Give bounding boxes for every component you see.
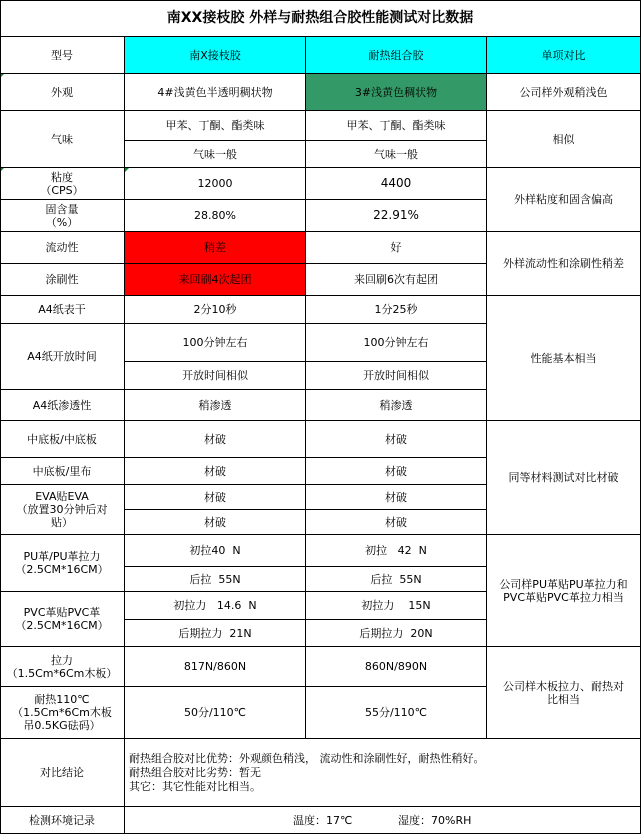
tension-b: 860N/890N (306, 647, 487, 687)
heat-label-line3: 吊0.5KG砝码） (23, 719, 101, 732)
header-sample-a: 南X接枝胶 (125, 37, 306, 74)
midsole-midsole-label: 中底板/中底板 (0, 421, 125, 458)
conclusion-label: 对比结论 (0, 739, 125, 807)
solids-label-line1: 固含量 (45, 202, 79, 216)
header-sample-b: 耐热组合胶 (306, 37, 487, 74)
odor-b1: 甲苯、丁酮、酯类味 (306, 111, 487, 141)
solids-b: 22.91% (306, 200, 487, 232)
a4-open-b1: 100分钟左右 (306, 324, 487, 362)
appearance-a: 4#浅黄色半透明稠状物 (125, 74, 306, 111)
pu-pvc-cmp-line2: PVC革贴PVC革拉力相当 (503, 590, 624, 604)
flow-brush-cmp: 外样流动性和涂刷性稍差 (487, 232, 641, 296)
tension-label (0, 647, 125, 687)
conclusion-text (125, 739, 641, 807)
pu-pvc-cmp-line1: 公司样PU革贴PU革拉力和 (499, 577, 628, 591)
eva-b1: 材破 (306, 485, 487, 510)
tension-heat-cmp-line1: 公司样木板拉力、耐热对 (503, 679, 624, 693)
solids-label-line2: （%） (45, 215, 79, 229)
conclusion-line2: 耐热组合胶对比劣势：暂无 (129, 765, 261, 779)
sheet-title: 南XX接枝胶 外样与耐热组合胶性能测试对比数据 (0, 0, 641, 37)
env-humidity: 湿度：70%RH (398, 814, 472, 827)
a4-open-a1: 100分钟左右 (125, 324, 306, 362)
odor-a2: 气味一般 (125, 141, 306, 168)
midsole-midsole-a: 材破 (125, 421, 306, 458)
pvc-label-line1: PVC革贴PVC革 (23, 606, 101, 619)
env-temperature: 温度：17℃ (293, 814, 353, 827)
viscosity-a: 12000 (125, 168, 306, 200)
eva-a1: 材破 (125, 485, 306, 510)
a4-perm-b: 稍渗透 (306, 390, 487, 421)
pu-label-line2: （2.5CM*16CM） (15, 563, 109, 576)
pvc-a1: 初拉力 14.6 N (125, 592, 306, 620)
material-cmp: 同等材料测试对比材破 (487, 421, 641, 535)
odor-b2: 气味一般 (306, 141, 487, 168)
a4-dry-b: 1分25秒 (306, 296, 487, 324)
viscosity-label-line1: 粘度 (51, 170, 73, 184)
viscosity-label (0, 168, 125, 200)
tension-a: 817N/860N (125, 647, 306, 687)
eva-label-line2: （放置30分钟后对 (16, 503, 108, 516)
a4-perm-label: A4纸渗透性 (0, 390, 125, 421)
pvc-b2: 后期拉力 20N (306, 620, 487, 647)
eva-b2: 材破 (306, 510, 487, 535)
conclusion-line3: 其它：其它性能对比相当。 (129, 779, 261, 793)
odor-cmp: 相似 (487, 111, 641, 168)
heat-label-line2: （1.5Cm*6Cm木板 (12, 706, 112, 719)
midsole-lining-a: 材破 (125, 458, 306, 485)
eva-label-line3: 贴） (51, 516, 73, 529)
flow-b: 好 (306, 232, 487, 264)
heat-a: 50分/110℃ (125, 687, 306, 739)
pu-a2: 后拉 55N (125, 567, 306, 592)
pvc-label-line2: （2.5CM*16CM） (15, 619, 109, 632)
a4-dry-label: A4纸表干 (0, 296, 125, 324)
pu-a1: 初拉40 N (125, 535, 306, 567)
pu-b1: 初拉 42 N (306, 535, 487, 567)
brush-label: 涂刷性 (0, 264, 125, 296)
brush-a: 来回刷4次起团 (125, 264, 306, 296)
flow-a: 稍差 (125, 232, 306, 264)
tension-heat-cmp (487, 647, 641, 739)
pvc-a2: 后期拉力 21N (125, 620, 306, 647)
midsole-lining-label: 中底板/里布 (0, 458, 125, 485)
conclusion-line1: 耐热组合胶对比优势：外观颜色稍浅， 流动性和涂刷性好，耐热性稍好。 (129, 751, 485, 765)
a4-cmp: 性能基本相当 (487, 296, 641, 421)
a4-open-a2: 开放时间相似 (125, 362, 306, 390)
heat-label (0, 687, 125, 739)
pu-label-line1: PU革/PU革拉力 (23, 550, 101, 563)
env-values (125, 807, 641, 834)
heat-label-line1: 耐热110℃ (34, 693, 90, 706)
a4-perm-a: 稍渗透 (125, 390, 306, 421)
a4-open-label: A4纸开放时间 (0, 324, 125, 390)
eva-label (0, 485, 125, 535)
tension-heat-cmp-line2: 比相当 (547, 692, 580, 706)
eva-a2: 材破 (125, 510, 306, 535)
odor-a1: 甲苯、丁酮、酯类味 (125, 111, 306, 141)
env-label: 检测环境记录 (0, 807, 125, 834)
pvc-b1: 初拉力 15N (306, 592, 487, 620)
tension-label-line1: 拉力 (51, 653, 73, 667)
odor-label: 气味 (0, 111, 125, 168)
a4-dry-a: 2分10秒 (125, 296, 306, 324)
appearance-cmp: 公司样外观稍浅色 (487, 74, 641, 111)
eva-label-line1: EVA贴EVA (35, 490, 89, 503)
pu-b2: 后拉 55N (306, 567, 487, 592)
flow-label: 流动性 (0, 232, 125, 264)
header-model: 型号 (0, 37, 125, 74)
midsole-midsole-b: 材破 (306, 421, 487, 458)
appearance-b: 3#浅黄色稠状物 (306, 74, 487, 111)
solids-label (0, 200, 125, 232)
pu-label (0, 535, 125, 592)
appearance-label: 外观 (0, 74, 125, 111)
midsole-lining-b: 材破 (306, 458, 487, 485)
brush-b: 来回刷6次有起团 (306, 264, 487, 296)
header-comparison: 单项对比 (487, 37, 641, 74)
tension-label-line2: （1.5Cm*6Cm木板） (6, 666, 118, 680)
a4-open-b2: 开放时间相似 (306, 362, 487, 390)
viscosity-label-line2: （CPS） (40, 183, 84, 197)
pvc-label (0, 592, 125, 647)
heat-b: 55分/110℃ (306, 687, 487, 739)
solids-a: 28.80% (125, 200, 306, 232)
pu-pvc-cmp (487, 535, 641, 647)
viscosity-b: 4400 (306, 168, 487, 200)
viscosity-solids-cmp: 外样粘度和固含偏高 (487, 168, 641, 232)
